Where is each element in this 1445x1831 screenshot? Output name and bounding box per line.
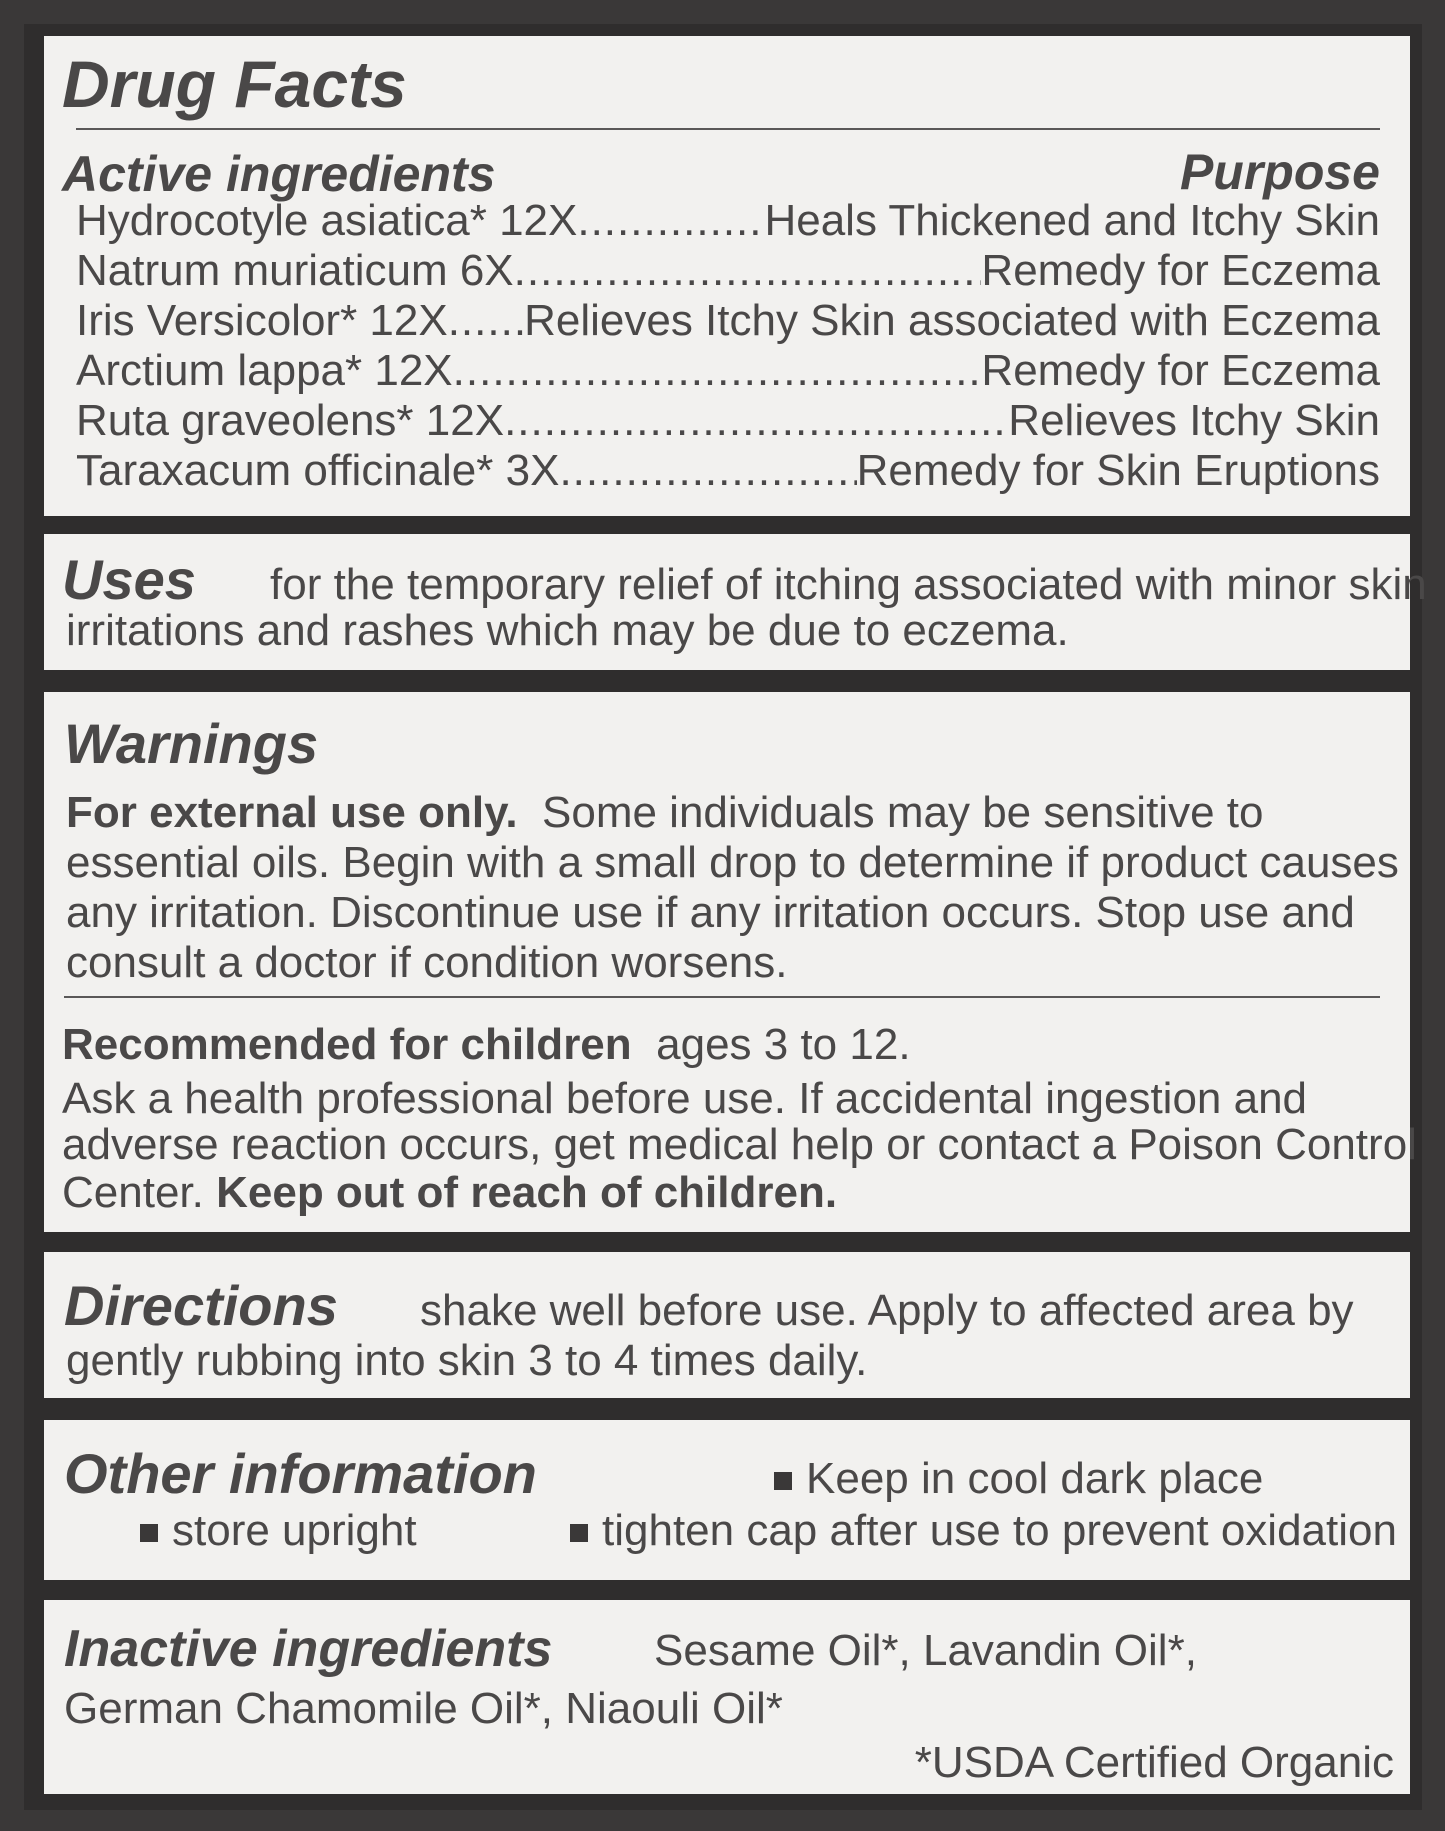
ingredient-name: Iris Versicolor* 12X — [76, 296, 448, 345]
ingredient-purpose: Remedy for Skin Eruptions — [856, 446, 1380, 495]
ask-line-2: adverse reaction occurs, get medical help or contact a Poison Control — [62, 1120, 1417, 1169]
directions-line-1: shake well before use. Apply to affected area by — [420, 1286, 1354, 1335]
ingredient-row — [76, 196, 1380, 246]
external-use-bold: For external use only. — [66, 788, 518, 837]
children-line — [62, 1020, 911, 1070]
warnings-line-3: any irritation. Discontinue use if any irritation occurs. Stop use and — [66, 888, 1355, 937]
ingredient-name: Taraxacum officinale* 3X — [76, 446, 560, 495]
leader-dots — [577, 196, 764, 246]
active-ingredients-heading: Active ingredients — [62, 146, 496, 202]
ingredient-name: Natrum muriaticum 6X — [76, 246, 514, 295]
other-item-3-text: tighten cap after use to prevent oxidation — [602, 1506, 1397, 1555]
organic-footnote: *USDA Certified Organic — [914, 1738, 1394, 1787]
title-divider — [76, 128, 1380, 130]
warnings-line-1 — [66, 788, 1263, 838]
uses-text-line-1: for the temporary relief of itching associated with minor skin — [270, 560, 1427, 609]
ingredient-name: Arctium lappa* 12X — [76, 346, 453, 395]
directions-heading: Directions — [64, 1274, 338, 1337]
directions-panel — [44, 1252, 1410, 1398]
other-item-2 — [140, 1506, 417, 1556]
ingredient-row — [76, 246, 1380, 296]
ingredient-purpose: Relieves Itchy Skin — [1008, 396, 1380, 445]
warnings-heading: Warnings — [64, 712, 319, 775]
square-bullet-icon — [774, 1472, 792, 1490]
square-bullet-icon — [570, 1524, 588, 1542]
other-item-1-text: Keep in cool dark place — [806, 1454, 1264, 1503]
uses-heading: Uses — [62, 548, 196, 611]
uses-text-line-2: irritations and rashes which may be due to eczema. — [66, 606, 1069, 655]
warnings-line-2: essential oils. Begin with a small drop to determine if product causes — [66, 838, 1399, 887]
ask-line-1: Ask a health professional before use. If accidental ingestion and — [62, 1074, 1308, 1123]
ingredient-name: Hydrocotyle asiatica* 12X — [76, 196, 578, 245]
uses-panel — [44, 534, 1427, 670]
leader-dots — [453, 346, 982, 396]
square-bullet-icon — [140, 1524, 158, 1542]
ingredient-purpose: Remedy for Eczema — [981, 246, 1380, 295]
inactive-ingredients-heading: Inactive ingredients — [64, 1620, 553, 1678]
leader-dots — [514, 246, 982, 296]
ingredient-purpose: Relieves Itchy Skin associated with Eczema — [524, 296, 1380, 345]
ingredient-purpose: Remedy for Eczema — [981, 346, 1380, 395]
ask-line-3 — [62, 1168, 837, 1218]
children-rest: ages 3 to 12. — [656, 1020, 911, 1069]
ingredient-row — [76, 296, 1380, 346]
warnings-line-4: consult a doctor if condition worsens. — [66, 938, 788, 987]
leader-dots — [448, 296, 524, 346]
leader-dots — [559, 446, 856, 496]
children-bold: Recommended for children — [62, 1020, 632, 1069]
warnings-panel — [44, 692, 1417, 1232]
ask-line-3-lead: Center. — [62, 1168, 204, 1217]
ingredient-row — [76, 346, 1380, 396]
warnings-divider — [64, 996, 1380, 998]
leader-dots — [504, 396, 1008, 446]
ingredient-row — [76, 396, 1380, 446]
inactive-line-2: German Chamomile Oil*, Niaouli Oil* — [64, 1684, 783, 1733]
other-information-panel — [44, 1420, 1410, 1580]
other-item-3 — [570, 1506, 1397, 1556]
keep-out-of-reach-bold: Keep out of reach of children. — [216, 1168, 838, 1217]
warnings-line-1-rest: Some individuals may be sensitive to — [542, 788, 1264, 837]
ingredient-purpose: Heals Thickened and Itchy Skin — [764, 196, 1380, 245]
ingredient-row — [76, 446, 1380, 496]
inactive-ingredients-panel — [44, 1600, 1410, 1794]
ingredient-name: Ruta graveolens* 12X — [76, 396, 505, 445]
active-ingredients-panel — [44, 36, 1410, 516]
directions-line-2: gently rubbing into skin 3 to 4 times daily. — [66, 1336, 868, 1385]
other-item-1 — [774, 1454, 1263, 1504]
inactive-line-1: Sesame Oil*, Lavandin Oil*, — [654, 1626, 1197, 1675]
other-information-heading: Other information — [64, 1442, 537, 1505]
purpose-heading: Purpose — [1179, 144, 1380, 200]
other-item-2-text: store upright — [172, 1506, 417, 1555]
drug-facts-title: Drug Facts — [62, 47, 407, 121]
